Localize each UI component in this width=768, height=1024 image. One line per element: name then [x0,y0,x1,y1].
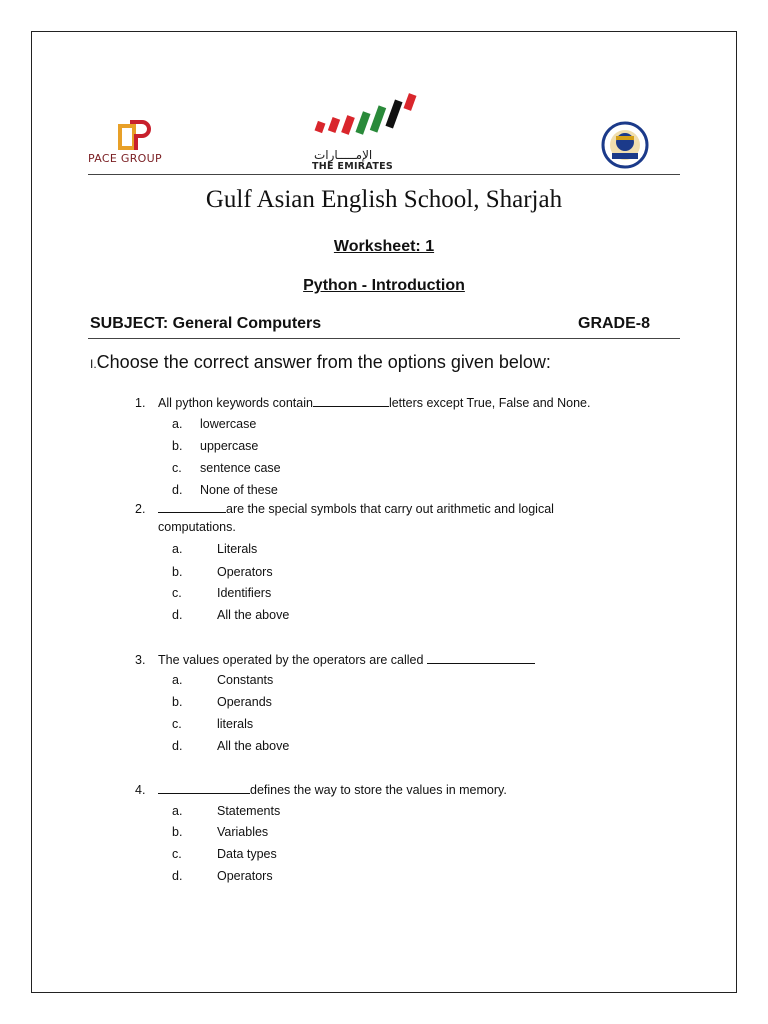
option-letter: a. [172,542,183,556]
option-4b [172,825,268,839]
question-text-before: The values operated by the operators are called [158,653,424,667]
option-text: Constants [217,673,274,687]
option-2d [172,608,289,622]
question-number: 2. [135,502,146,516]
question-1 [135,395,590,410]
section-instruction [90,352,551,373]
option-text: sentence case [200,461,281,475]
option-text: None of these [200,483,278,497]
question-number: 3. [135,653,146,667]
option-text: All the above [217,739,290,753]
option-letter: a. [172,804,183,818]
emirates-english-text: THE EMIRATES [312,161,394,172]
school-seal-logo [600,120,650,170]
option-3a [172,673,273,687]
option-letter: d. [172,483,183,497]
option-text: Identifiers [217,586,272,600]
option-letter: c. [172,847,182,861]
option-letter: c. [172,461,182,475]
option-4d [172,869,273,883]
question-3 [135,652,535,667]
emirates-arabic-text: الإمـــــارات [314,148,373,162]
worksheet-topic: Python - Introduction [303,277,465,294]
option-1b [172,439,258,453]
option-2b [172,565,273,579]
option-letter: a. [172,417,183,431]
option-2c [172,586,271,600]
question-2 [135,501,554,516]
question-text-after: are the special symbols that carry out arithmetic and logical [226,502,554,516]
question-number: 1. [135,396,146,410]
question-4 [135,782,507,797]
option-3c [172,717,253,731]
option-text: Operators [217,565,273,579]
option-text: uppercase [200,439,259,453]
option-text: Statements [217,804,281,818]
option-text: Variables [217,825,269,839]
option-3d [172,739,289,753]
option-letter: c. [172,586,182,600]
answer-blank [158,501,226,513]
option-1a [172,417,256,431]
grade-label: GRADE-8 [578,315,651,332]
option-1d [172,483,278,497]
option-letter: d. [172,739,183,753]
option-letter: d. [172,608,183,622]
option-letter: c. [172,717,182,731]
question-text-after: defines the way to store the values in memory. [250,783,507,797]
option-text: Literals [217,542,258,556]
answer-blank [313,395,389,407]
school-name: Gulf Asian English School, Sharjah [205,186,563,213]
section-instruction-text: Choose the correct answer from the options given below: [96,352,551,372]
answer-blank [427,652,535,664]
option-1c [172,461,281,475]
option-text: Operators [217,869,273,883]
option-text: Operands [217,695,272,709]
option-3b [172,695,272,709]
header-divider [88,174,680,175]
option-letter: b. [172,825,183,839]
worksheet-title: Worksheet: 1 [333,238,435,255]
answer-blank [158,782,250,794]
option-letter: b. [172,695,183,709]
question-number: 4. [135,783,146,797]
the-emirates-logo [306,92,426,174]
question-text-after: letters except True, False and None. [388,396,591,410]
subject-label: SUBJECT: General Computers [90,315,322,332]
option-letter: a. [172,673,183,687]
school-seal-icon [600,120,650,170]
option-4a [172,804,280,818]
pace-group-logo [88,120,188,170]
question-2-line-2: computations. [158,520,236,534]
pace-group-emblem-icon [116,120,156,154]
emirates-stripes-icon [310,92,420,146]
section-roman-numeral: I. [90,357,97,371]
option-letter: b. [172,439,183,453]
option-letter: b. [172,565,183,579]
option-2a [172,542,257,556]
option-text: Data types [217,847,277,861]
option-letter: d. [172,869,183,883]
option-text: literals [217,717,254,731]
pace-group-logo-text: PACE GROUP [88,152,162,165]
option-4c [172,847,277,861]
subject-divider [88,338,680,339]
question-text-before: All python keywords contain [158,396,313,410]
option-text: lowercase [200,417,257,431]
option-text: All the above [217,608,290,622]
